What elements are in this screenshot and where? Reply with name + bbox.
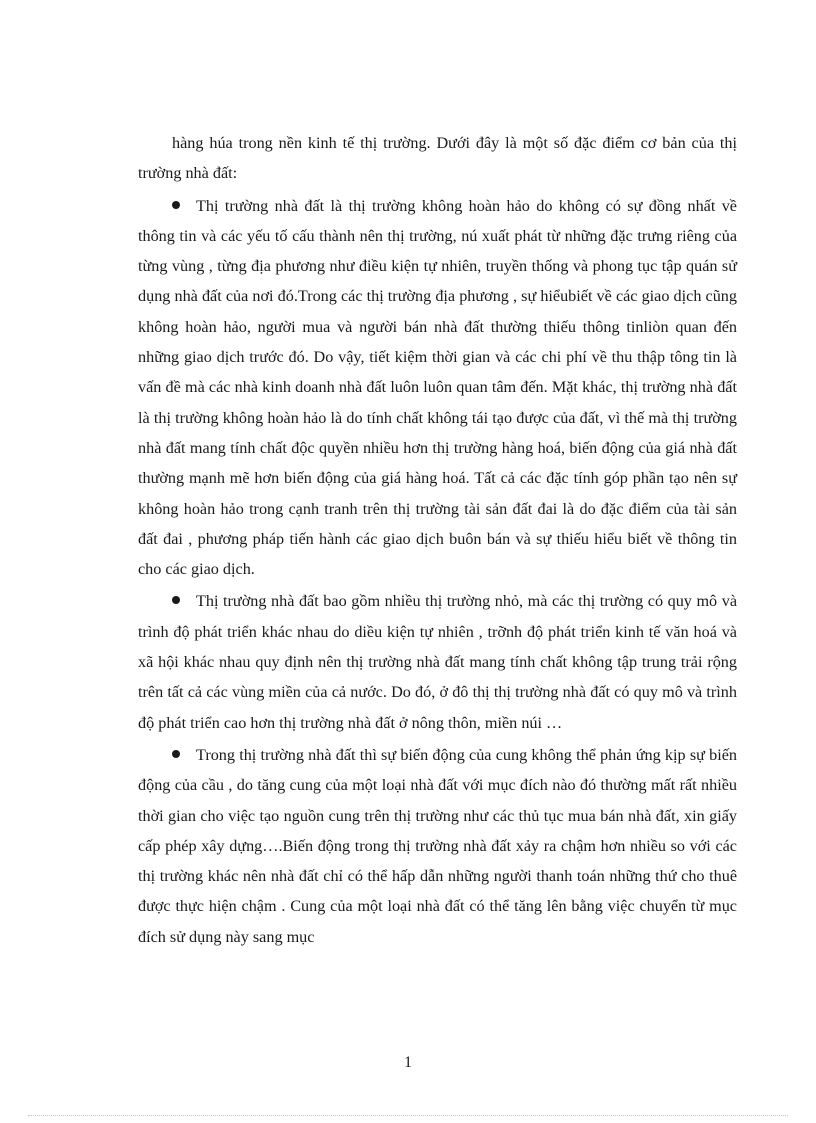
bullet-paragraph-3 xyxy=(138,740,737,952)
page-number: 1 xyxy=(404,1054,412,1071)
bullet-text: Thị trường nhà đất là thị trường không hoàn hảo do không có sự đồng nhất về thông tin và các yếu tố cấu thành nên thị trường, nú xuất phát từ những đặc trưng riêng của từng vùng , từng địa phương như điều kiện tự nhiên, truyền thống và phong tục tập quán sử dụng nhà đất của nơi đó.Trong các thị trường địa phương , sự hiểubiết về các giao dịch cũng không hoàn hảo, người mua và người bán nhà đất thường thiếu thông tinliòn quan đến những giao dịch trước đó. Do vậy, tiết kiệm thời gian và các chi phí về thu thập tông tin là vấn đề mà các nhà kinh doanh nhà đất luôn luôn quan tâm đến. Mặt khác, thị trường nhà đất là thị trường không hoàn hảo là do tính chất không tái tạo được của đất, vì thế mà thị trường nhà đất mang tính chất độc quyền nhiều hơn thị trường hàng hoá, biến động của giá nhà đất thường mạnh mẽ hơn biến động của giá hàng hoá. Tất cả các đặc tính góp phần tạo nên sự không hoàn hảo trong cạnh tranh trên thị trường tài sản đất đai là do đặc điểm của tài sản đất đai , phương pháp tiến hành các giao dịch buôn bán và sự thiếu hiểu biết về thông tin cho các giao dịch. xyxy=(138,196,737,579)
document-body xyxy=(138,128,737,954)
bullet-text: Trong thị trường nhà đất thì sự biến động của cung không thể phản ứng kịp sự biến động của cầu , do tăng cung của một loại nhà đất với mục đích nào đó thường mất rất nhiều thời gian cho việc tạo nguồn cung trên thị trường như các thủ tục mua bán nhà đất, xin giấy cấp phép xây dựng….Biến động trong thị trường nhà đất xảy ra chậm hơn nhiều so với các thị trường khác nên nhà đất chỉ có thể hấp dẫn những người thanh toán những thứ cho thuê được thực hiện chậm . Cung của một loại nhà đất có thể tăng lên bằng việc chuyển từ mục đích sử dụng này sang mục xyxy=(138,745,737,946)
bullet-icon xyxy=(172,596,180,604)
bullet-paragraph-2 xyxy=(138,586,737,737)
intro-paragraph: hàng húa trong nền kinh tế thị trường. Dưới đây là một số đặc điểm cơ bản của thị trường nhà đất: xyxy=(138,134,737,183)
bullet-paragraph-1 xyxy=(138,191,737,585)
bullet-icon xyxy=(172,201,180,209)
bullet-icon xyxy=(172,750,180,758)
page-bottom-divider xyxy=(28,1115,788,1116)
bullet-text: Thị trường nhà đất bao gồm nhiều thị trường nhỏ, mà các thị trường có quy mô và trình độ phát triển khác nhau do diều kiện tự nhiên , trỡnh độ phát triển kinh tế văn hoá và xã hội khác nhau quy định nên thị trường nhà đất mang tính chất không tập trung trải rộng trên tất cả các vùng miền của cả nước. Do đó, ở đô thị thị trường nhà đất có quy mô và trình độ phát triển cao hơn thị trường nhà đất ở nông thôn, miền núi … xyxy=(138,592,737,732)
